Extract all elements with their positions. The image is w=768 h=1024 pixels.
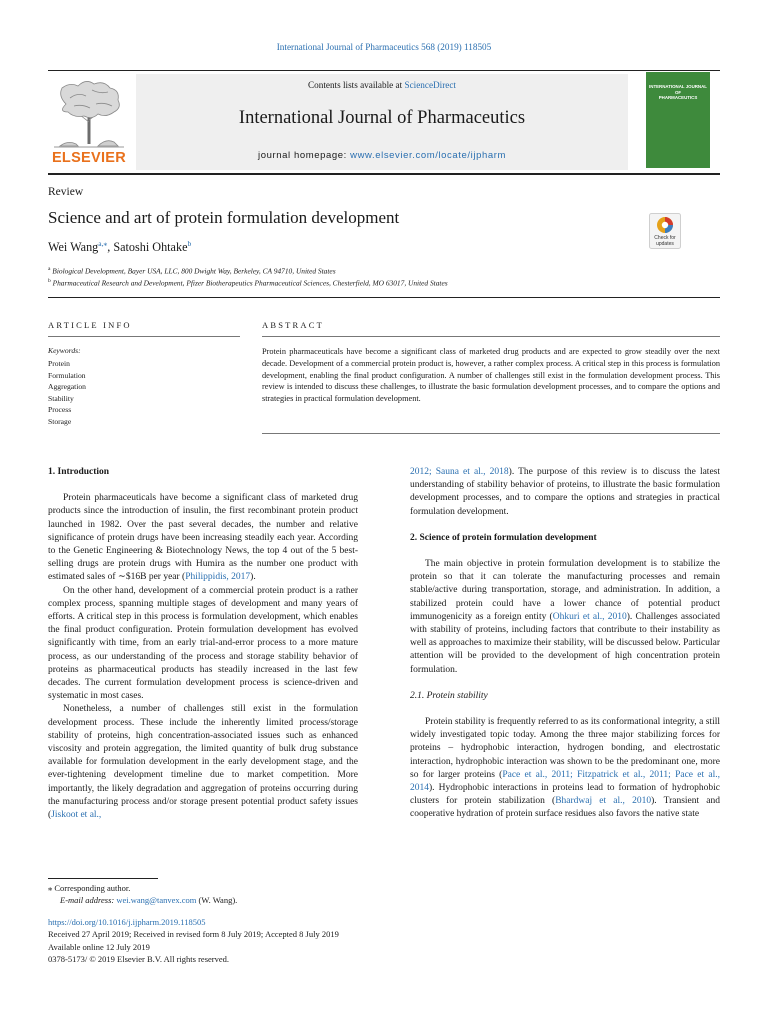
author-affiliation-marks[interactable]: b: [187, 239, 192, 248]
affiliation-b: [48, 278, 448, 287]
paragraph-text: Protein pharmaceuticals have become a significant class of marketed drug products since the introduction of insulin, the first recombinant protein product launched in 1982. Over the past several decades, the number and relative significance of protein drugs have been increasing steadily each year. According to the Genetic Engineering & Biotechnology News, the top 4 out of the 5 best-selling drugs are protein drugs with Humira as the number one product with estimated sales of ∼$16B per year (: [48, 493, 358, 583]
paragraph-text: ). Challenges associated with stability of proteins, including factors that contribute to their instability as well as approaches to maximize their stability, will be discussed below. Particular attention will be provided to the development of high concentration protein formulation.: [410, 611, 720, 675]
corresponding-author-mark[interactable]: ⁎: [103, 239, 108, 248]
abstract-heading: ABSTRACT: [262, 320, 324, 330]
doi-link[interactable]: https://doi.org/10.1016/j.ijpharm.2019.118505: [48, 917, 206, 927]
masthead-bottom-rule: [48, 173, 720, 175]
paragraph-text: ). Hydrophobic interactions in proteins lead to formation of hydrophobic clusters for protein stabilization (: [410, 783, 720, 807]
citation-link[interactable]: Ohkuri et al., 2010: [552, 611, 627, 622]
keyword: Storage: [48, 416, 72, 426]
paragraph-text: Nonetheless, a number of challenges still exist in the formulation development process. These include the inherently limited process/storage stability of proteins, high concentration-associated issues such as enhanced viscosity and protein aggregation, the limited quantity of bulk drug substance available for formulation development in the early development stage, and the ever-tightening development timeline due to market competition. More importantly, the likely degradation and aggregation of proteins occurring during the manufacturing process and/or storage present potential product safety issues (: [48, 704, 358, 821]
email-link[interactable]: wei.wang@tanvex.com: [116, 895, 197, 905]
contents-prefix: Contents lists available at: [308, 80, 405, 90]
keyword: Stability: [48, 393, 74, 403]
abstract-bottom-rule: [262, 433, 720, 434]
keywords-list: [48, 358, 86, 428]
footnote-rule: [48, 878, 158, 879]
keyword: Aggregation: [48, 382, 86, 392]
author-separator: ,: [107, 240, 114, 255]
contents-line: [136, 80, 628, 90]
body-column-left: [48, 466, 358, 822]
abstract-text: Protein pharmaceuticals have become a significant class of marketed drug products and are expected to grow steadily over the next decade. Development of a commercial protein product is, however, a rather complex process. A critical step in this process is formulation development, enabling the final product configuration. A number of challenges still exist in the formulation development process. This review is intended to discuss these challenges, to illustrate the basic formulation development processes, and to compare the options and strategies in practical formulation development.: [262, 347, 720, 404]
article-title: Science and art of protein formulation development: [48, 208, 400, 227]
paragraph: [48, 492, 358, 584]
email-note: [48, 894, 237, 906]
section-heading: 1. Introduction: [48, 467, 110, 477]
author-list: [48, 239, 191, 255]
homepage-prefix: journal homepage:: [257, 150, 351, 161]
author-name[interactable]: Wei Wang: [48, 240, 99, 255]
masthead-top-rule: [48, 70, 720, 71]
journal-citation-link[interactable]: International Journal of Pharmaceutics 568 (2019) 118505: [276, 42, 492, 52]
body-column-right: [410, 466, 720, 822]
keyword: Process: [48, 405, 72, 415]
footnotes: [48, 882, 237, 906]
article-info-rule: [48, 336, 240, 337]
citation-link[interactable]: 2012; Sauna et al., 2018: [410, 467, 509, 477]
journal-homepage-link[interactable]: www.elsevier.com/locate/ijpharm: [350, 150, 506, 161]
article-type: Review: [48, 186, 84, 198]
affiliation-mark: a: [48, 266, 51, 272]
publication-details: [48, 916, 339, 965]
footnote-mark: ⁎: [48, 883, 53, 893]
journal-homepage-line: [136, 150, 628, 161]
header-divider: [48, 297, 720, 298]
subsection-heading: 2.1. Protein stability: [410, 690, 488, 701]
check-updates-line-1: Check for: [654, 235, 676, 241]
author-affiliation-marks[interactable]: a,: [98, 239, 104, 248]
keyword: Formulation: [48, 370, 86, 380]
paragraph-text: ). The purpose of this review is to discuss the latest understanding of stability behavior of proteins, to illustrate the basic formulation development processes, and to compare the options and strategies in practical formulation development.: [410, 467, 720, 517]
keyword: Protein: [48, 359, 70, 368]
cover-title: [646, 84, 710, 101]
affiliation-text: Biological Development, Bayer USA, LLC, 800 Dwight Way, Berkeley, CA 94710, United States: [50, 266, 336, 276]
elsevier-wordmark: ELSEVIER: [51, 150, 127, 166]
author-name[interactable]: Satoshi Ohtake: [113, 240, 188, 255]
online-date: Available online 12 July 2019: [48, 941, 150, 952]
copyright-line: 0378-5173/ © 2019 Elsevier B.V. All rights reserved.: [48, 953, 230, 964]
citation-link[interactable]: Philippidis, 2017: [185, 572, 251, 583]
email-suffix: (W. Wang).: [196, 895, 238, 905]
footnote-text: Corresponding author.: [52, 883, 131, 893]
affiliation-mark: b: [48, 278, 51, 284]
affiliation-a: [48, 266, 336, 275]
paragraph: [410, 558, 720, 677]
citation-link[interactable]: Bhardwaj et al., 2010: [555, 796, 652, 807]
cover-title-line-2: PHARMACEUTICS: [658, 95, 698, 100]
cover-title-line-1: INTERNATIONAL JOURNAL OF: [649, 84, 707, 95]
citation-link[interactable]: Jiskoot et al.,: [51, 810, 102, 821]
paragraph-text: ). Transient and cooperative hydration of protein surface residues also favors the native state: [410, 796, 721, 820]
paragraph-text: Protein stability is frequently referred to as its conformational integrity, a still widely investigated topic today. Among the three major stabilizing forces for proteins – hydrophobic interaction, hydrogen bonding, and electrostatic interaction, hydrophobic interaction was shown to be the predominant one, more so for larger proteins (: [410, 717, 720, 780]
paragraph: [410, 716, 720, 822]
journal-title: International Journal of Pharmaceutics: [238, 108, 526, 128]
paragraph: On the other hand, development of a commercial protein product is a rather complex process, spanning multiple stages of development and many years of efforts. A critical step in this process is formulation development, which enables the final product configuration. Protein formulation development has evolved significantly with time, from an early trial-and-error process to a more mature process, as our understanding of the process and storage stability behavior of proteins as pharmaceutical products has steadily increased in the last few decades. The current formulation development process is science-driven and systematic in most cases.: [48, 585, 358, 702]
affiliation-text: Pharmaceutical Research and Development, Pfizer Biotherapeutics Pharmaceutical Sciences, Chesterfield, MO 63017, United States: [50, 278, 448, 288]
keywords-label: Keywords:: [48, 346, 81, 355]
check-updates-line-2: updates: [656, 240, 674, 247]
paragraph: [48, 703, 358, 822]
abstract-rule: [262, 336, 720, 337]
journal-cover-thumbnail[interactable]: [646, 72, 710, 168]
check-for-updates-label[interactable]: [644, 236, 686, 248]
article-info-heading: ARTICLE INFO: [48, 320, 132, 330]
corresponding-author-note: [48, 882, 237, 894]
email-label: E-mail address:: [60, 895, 117, 905]
citation-link[interactable]: Pace et al., 2011; Fitzpatrick et al., 2011; Pace et al., 2014: [410, 769, 720, 794]
received-dates: Received 27 April 2019; Received in revised form 8 July 2019; Accepted 8 July 2019: [48, 929, 339, 940]
paragraph-text: ).: [250, 572, 256, 583]
section-heading: 2. Science of protein formulation development: [410, 532, 597, 543]
paragraph-text: The main objective in protein formulation development is to stabilize the protein so that it can tolerate the manufacturing processes and remain stable/active during transportation, storage, and administration. In addition, a stabilized protein could have a lower chance of potential product immunogenicity as a foreign entity (: [410, 559, 720, 622]
sciencedirect-link[interactable]: ScienceDirect: [404, 80, 456, 90]
paragraph: [410, 466, 720, 519]
